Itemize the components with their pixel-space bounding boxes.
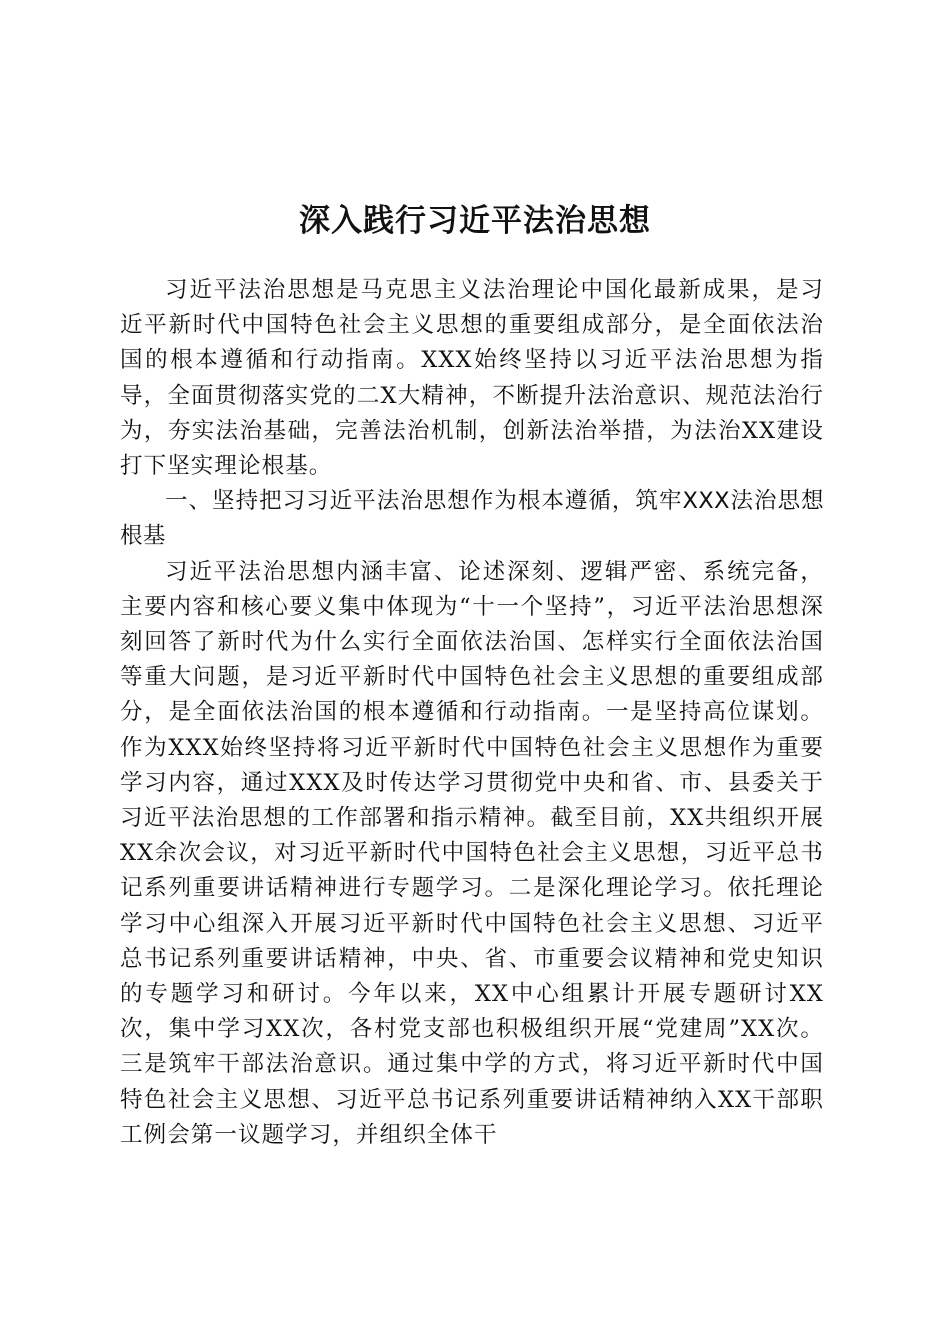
document-title: 深入践行习近平法治思想 bbox=[299, 203, 651, 239]
intro-paragraph: 习近平法治思想是马克思主义法治理论中国化最新成果，是习近平新时代中国特色社会主义思想的重要组成部分，是全面依法治国的根本遵循和行动指南。XXX始终坚持以习近平法治思想为指导，全面贯彻落实党的二X大精神，不断提升法治意识、规范法治行为，夯实法治基础，完善法治机制，创新法治举措，为法治XX建设打下坚实理论根基。 bbox=[120, 277, 824, 480]
section-1-heading: 一、坚持把习习近平法治思想作为根本遵循，筑牢XXX法治思想根基 bbox=[120, 488, 824, 550]
section-1-paragraph: 习近平法治思想内涵丰富、论述深刻、逻辑严密、系统完备，主要内容和核心要义集中体现为“十一个坚持”，习近平法治思想深刻回答了新时代为什么实行全面依法治国、怎样实行全面依法治国等重大问题，是习近平新时代中国特色社会主义思想的重要组成部分，是全面依法治国的根本遵循和行动指南。一是坚持高位谋划。作为XXX始终坚持将习近平新时代中国特色社会主义思想作为重要学习内容，通过XXX及时传达学习贯彻党中央和省、市、县委关于习近平法治思想的工作部署和指示精神。截至目前，XX共组织开展XX余次会议，对习近平新时代中国特色社会主义思想，习近平总书记系列重要讲话精神进行专题学习。二是深化理论学习。依托理论学习中心组深入开展习近平新时代中国特色社会主义思想、习近平总书记系列重要讲话精神，中央、省、市重要会议精神和党史知识的专题学习和研讨。今年以来，XX中心组累计开展专题研讨XX次，集中学习XX次，各村党支部也积极组织开展“党建周”XX次。三是筑牢干部法治意识。通过集中学的方式，将习近平新时代中国特色社会主义思想、习近平总书记系列重要讲话精神纳入XX干部职工例会第一议题学习，并组织全体干 bbox=[120, 558, 824, 1148]
document-body bbox=[120, 273, 824, 1153]
